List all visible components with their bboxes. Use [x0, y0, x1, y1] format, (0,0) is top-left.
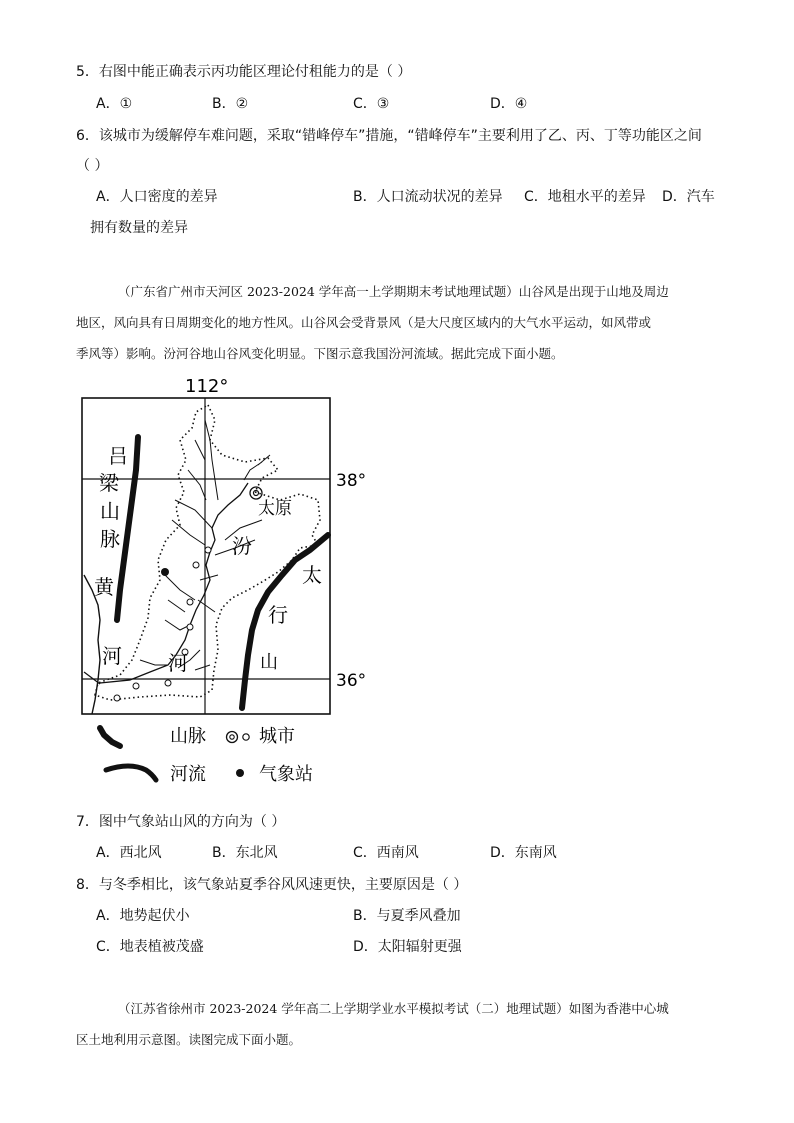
lvliang-char-3: 山: [100, 499, 120, 523]
q8-option-b: B．与夏季风叠加: [353, 908, 461, 924]
q5-option-c: C．③: [353, 96, 390, 112]
q8-stem: 8．与冬季相比，该气象站夏季谷风风速更快，主要原因是（ ）: [76, 877, 468, 893]
lvliang-char-4: 脉: [100, 527, 120, 551]
q6-option-c: C．地租水平的差异: [524, 189, 646, 205]
river-tributary: [205, 420, 218, 500]
q6-option-b: B．人口流动状况的差异: [353, 189, 503, 205]
taiyuan-label: 太原: [258, 499, 292, 519]
taihang-char-2: 行: [268, 603, 288, 627]
passage1-line2: 地区，风向具有日周期变化的地方性风。山谷风会受背景风（是大尺度区域内的大气水平运动，如风带或: [76, 315, 652, 330]
legend-station-icon: [236, 769, 244, 777]
latitude-38-label: 38°: [336, 471, 367, 491]
city-icon: [187, 624, 193, 630]
q7-option-c: C．西南风: [353, 845, 419, 861]
lvliang-char-1: 吕: [108, 444, 128, 468]
city-icon: [187, 599, 193, 605]
legend-city-icon-large-inner: [230, 735, 234, 739]
river-tributary: [198, 575, 218, 612]
legend-city-icon-small: [243, 734, 249, 740]
q6-stem: 6．该城市为缓解停车难问题，采取“错峰停车”措施，“错峰停车”主要利用了乙、丙、丁等功能区之间: [76, 128, 702, 144]
legend-city-label: 城市: [259, 726, 295, 747]
fen-label: 汾: [232, 534, 252, 558]
q5-option-b: B．②: [212, 96, 249, 112]
q7-stem: 7．图中气象站山风的方向为（ ）: [76, 814, 286, 830]
passage2-line2: 区土地利用示意图。读图完成下面小题。: [76, 1032, 302, 1047]
city-icon: [205, 547, 211, 553]
q8-option-c: C．地表植被茂盛: [96, 939, 204, 955]
legend-mountain-icon: [100, 728, 120, 746]
river-tributary: [244, 455, 270, 480]
passage2-line1: （江苏省徐州市 2023-2024 学年高二上学期学业水平模拟考试（二）地理试题）如图为香港中心城: [118, 1001, 669, 1016]
legend-river-label: 河流: [170, 764, 206, 785]
q7-option-a: A．西北风: [96, 845, 162, 861]
passage1-line1: （广东省广州市天河区 2023-2024 学年高一上学期期末考试地理试题）山谷风是出现于山地及周边: [118, 284, 669, 299]
legend-river-icon: [106, 766, 156, 780]
q6-option-d: D．汽车: [662, 189, 715, 205]
taihang-char-1: 太: [302, 563, 322, 587]
q5-stem: 5．右图中能正确表示丙功能区理论付租能力的是（ ）: [76, 64, 412, 80]
passage1-line3: 季风等）影响。汾河谷地山谷风变化明显。下图示意我国汾河流域。据此完成下面小题。: [76, 346, 564, 361]
river-tributary: [188, 440, 206, 500]
longitude-label: 112°: [185, 376, 229, 397]
legend-station-label: 气象站: [259, 764, 313, 785]
city-icon: [114, 695, 120, 701]
huang-he-label: 河: [102, 644, 122, 668]
q7-option-b: B．东北风: [212, 845, 278, 861]
q5-option-a: A．①: [96, 96, 133, 112]
q6-paren: （ ）: [76, 158, 109, 174]
city-icon: [133, 683, 139, 689]
city-icon: [165, 680, 171, 686]
q8-option-d: D．太阳辐射更强: [353, 939, 462, 955]
q5-option-d: D．④: [490, 96, 528, 112]
q8-option-a: A．地势起伏小: [96, 908, 190, 924]
city-icon: [193, 562, 199, 568]
q7-option-d: D．东南风: [490, 845, 557, 861]
q6-option-a: A．人口密度的差异: [96, 189, 218, 205]
legend-city-icon-large: [227, 732, 238, 743]
q6-option-d-continued: 拥有数量的差异: [90, 220, 188, 236]
latitude-36-label: 36°: [336, 671, 367, 691]
fen-he-label: 河: [168, 651, 188, 675]
huang-label: 黄: [94, 575, 114, 599]
lvliang-char-2: 梁: [99, 471, 119, 495]
weather-station-icon: [161, 568, 169, 576]
taihang-char-3: 山: [260, 652, 278, 673]
river-tributary: [172, 500, 212, 545]
legend-mountain-label: 山脉: [170, 726, 206, 747]
